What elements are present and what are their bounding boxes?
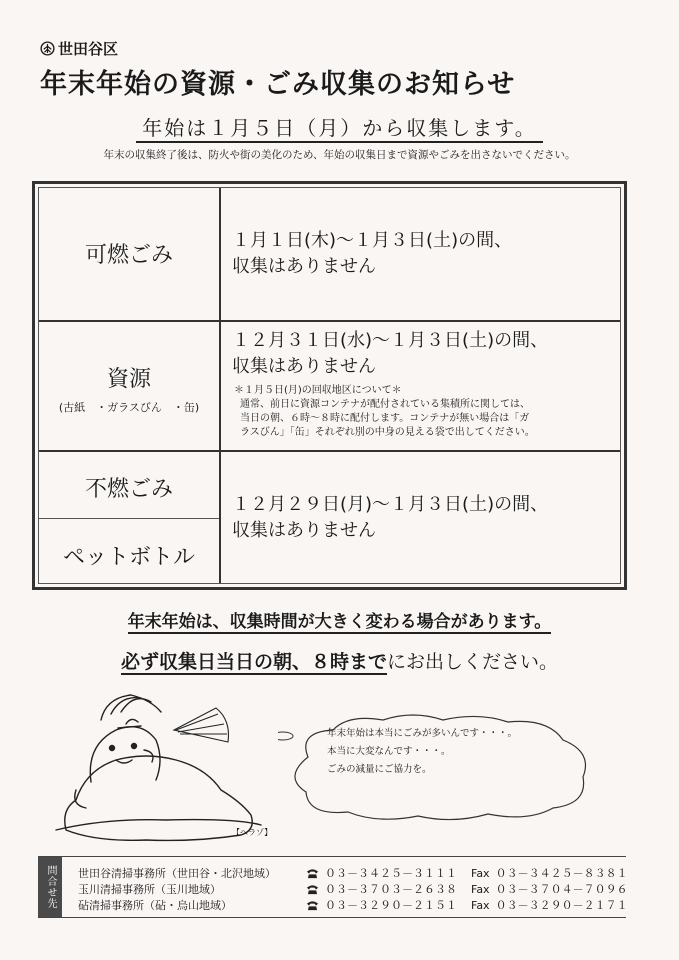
office-phone	[306, 881, 628, 897]
schedule-table	[32, 181, 627, 590]
restart-text: 年始は１月５日（月）から収集します。	[136, 116, 542, 143]
fax-number: ０３－３４２５－８３８１	[495, 867, 628, 880]
period-line: １２月３１日(水)～１月３日(土)の間、	[232, 330, 549, 351]
ward-name: 世田谷区	[58, 40, 119, 58]
office-name: 世田谷清掃事務所（世田谷・北沢地域）	[78, 867, 276, 880]
speech-line: 年末年始は本当にごみが多いんです・・・。	[327, 728, 518, 739]
office-name: 砧清掃事務所（砧・烏山地域）	[78, 899, 232, 912]
ward-header	[40, 38, 118, 59]
mascot-illustration	[46, 690, 296, 850]
period-line: 収集はありません	[232, 520, 376, 541]
tel-number: ０３－３４２５－３１１１	[325, 867, 457, 880]
notice-line: 当日の朝、６時～８時に配付します。コンテナが無い場合は「ガ	[240, 413, 530, 424]
restart-notice	[0, 112, 679, 141]
warning-put-out-emphasis: 必ず収集日当日の朝、８時まで	[120, 651, 387, 673]
period-resources	[232, 328, 548, 380]
category-resources	[39, 362, 219, 415]
warning-time-change	[0, 607, 679, 632]
fax-label: Fax	[471, 898, 490, 912]
period-line: １２月２９日(月)～１月３日(土)の間、	[232, 494, 549, 515]
mascot-caption: 【ヘラゾ】	[232, 828, 273, 837]
phone-icon	[306, 900, 319, 911]
speech-text	[327, 725, 517, 779]
fax-number: ０３－３２９０－２１７１	[495, 899, 628, 912]
column-divider	[219, 188, 221, 583]
category-burnable: 可燃ごみ	[84, 243, 173, 268]
period-line: １月１日(木)～１月３日(土)の間、	[232, 230, 513, 251]
speech-line: ごみの減量にご協力を。	[327, 764, 432, 775]
notice-line: ラスびん」「缶」それぞれ別の中身の見える袋で出してください。	[240, 427, 535, 438]
warning-put-out-rest: にお出しください。	[387, 651, 559, 673]
speech-line: 本当に大変なんです・・・。	[327, 746, 451, 757]
fax-label: Fax	[471, 882, 490, 896]
category-resources-label: 資源	[106, 367, 151, 392]
category-pet-bottles: ペットボトル	[62, 545, 195, 570]
fax-label: Fax	[471, 866, 490, 880]
tel-number: ０３－３２９０－２１５１	[325, 899, 457, 912]
tel-number: ０３－３７０３－２６３８	[325, 883, 457, 896]
office-phone	[306, 865, 628, 881]
notice-title: ＊１月５日(月)の回収地区について＊	[234, 385, 402, 396]
warning-time-change-text: 年末年始は、収集時間が大きく変わる場合があります。	[127, 612, 552, 632]
row-divider	[39, 320, 620, 322]
category-nonburnable: 不燃ごみ	[84, 477, 173, 502]
ward-emblem-icon	[40, 41, 55, 56]
contact-box	[38, 856, 626, 918]
resources-notice	[232, 384, 535, 440]
schedule-table-inner	[38, 187, 621, 584]
page-title: 年末年始の資源・ごみ収集のお知らせ	[40, 69, 516, 100]
phone-icon	[306, 884, 319, 895]
period-nonburnable	[232, 492, 548, 544]
office-name: 玉川清掃事務所（玉川地域）	[78, 883, 221, 896]
category-resources-sub: (古紙 ・ガラスびん ・缶)	[58, 401, 200, 414]
intro-note: 年末の収集終了後は、防火や街の美化のため、年始の収集日まで資源やごみを出さないでください。	[103, 149, 576, 161]
subrow-divider	[39, 518, 219, 519]
fax-number: ０３－３７０４－７０９６	[495, 883, 628, 896]
notice-line: 通常、前日に資源コンテナが配付されている集積所に関しては、	[240, 399, 530, 410]
row-divider	[39, 450, 620, 452]
contact-label: 問合せ先	[38, 857, 62, 917]
period-burnable	[232, 228, 512, 280]
phone-icon	[306, 868, 319, 879]
period-line: 収集はありません	[232, 256, 376, 277]
period-line: 収集はありません	[232, 356, 376, 377]
warning-put-out-time	[0, 647, 679, 674]
office-phone	[306, 897, 628, 913]
